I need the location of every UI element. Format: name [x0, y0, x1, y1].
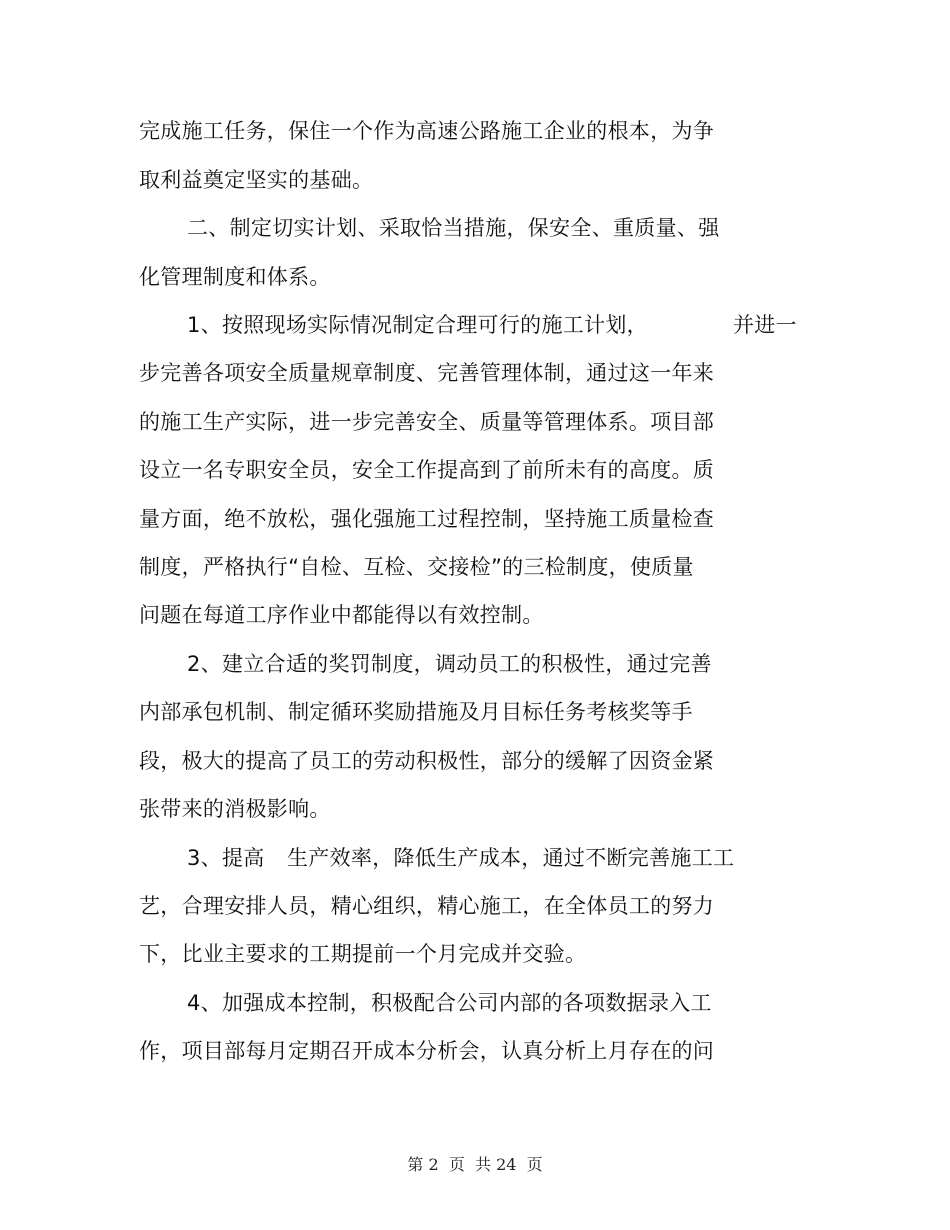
text-line: 化管理制度和体系。	[139, 265, 331, 289]
paragraph-heading: 二、制定切实计划、采取恰当措施，保安全、重质量、强	[187, 216, 720, 240]
text-line: 的施工生产实际，进一步完善安全、质量等管理体系。项目部	[139, 410, 715, 434]
text-line: 量方面，绝不放松，强化强施工过程控制，坚持施工质量检查	[139, 507, 715, 531]
text-line: 4、加强成本控制，积极配合公司内部的各项数据录入工	[187, 991, 712, 1015]
text-line: 1、按照现场实际情况制定合理可行的施工计划，	[187, 313, 648, 337]
text-line: 取利益奠定坚实的基础。	[139, 168, 374, 192]
text-line: 步完善各项安全质量规章制度、完善管理体制，通过这一年来	[139, 361, 715, 385]
text-line: 段，极大的提高了员工的劳动积极性，部分的缓解了因资金紧	[139, 749, 715, 773]
text-line: 张带来的消极影响。	[139, 797, 331, 821]
text-line: 下，比业主要求的工期提前一个月完成并交验。	[139, 942, 587, 966]
text-line: 生产效率，降低生产成本，通过不断完善施工工	[287, 846, 735, 870]
text-line: 艺，合理安排人员，精心组织，精心施工，在全体员工的努力	[139, 894, 715, 918]
text-line: 完成施工任务，保住一个作为高速公路施工企业的根本，为争	[139, 119, 715, 143]
text-line: 并进一	[733, 313, 797, 337]
page-number-footer: 第 2 页 共 24 页	[407, 1155, 543, 1174]
text-line: 3、提高	[187, 846, 265, 870]
text-line: 问题在每道工序作业中都能得以有效控制。	[139, 603, 544, 627]
text-line: 作，项目部每月定期召开成本分析会，认真分析上月存在的问	[139, 1039, 715, 1063]
text-line: 内部承包机制、制定循环奖励措施及月目标任务考核奖等手	[139, 700, 693, 724]
text-line: 制度，严格执行“自检、互检、交接检”的三检制度，使质量	[139, 555, 694, 579]
text-line: 设立一名专职安全员，安全工作提高到了前所未有的高度。质	[139, 458, 715, 482]
text-line: 2、建立合适的奖罚制度，调动员工的积极性，通过完善	[187, 652, 712, 676]
